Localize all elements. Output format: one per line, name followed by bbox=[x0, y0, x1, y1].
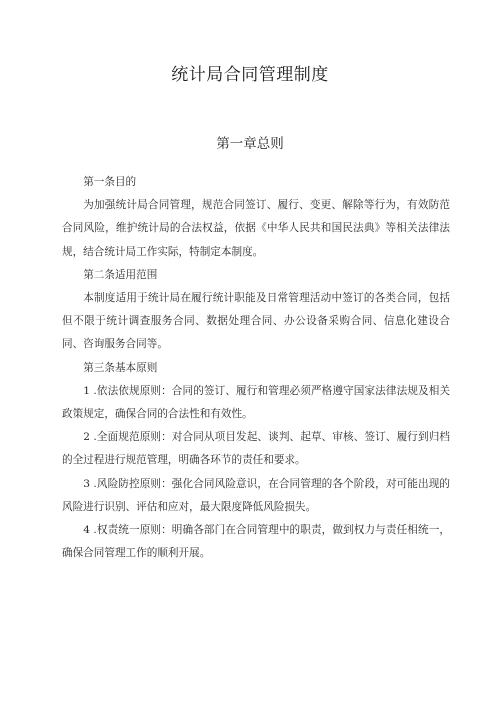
article-heading: 第二条适用范围 bbox=[83, 268, 158, 281]
principle-item: 3 .风险防控原则：强化合同风险意识，在合同管理的各个阶段，对可能出现的风险进行识别、评估和应对，最大限度降低风险损失。 bbox=[62, 477, 450, 513]
document-title: 统计局合同管理制度 bbox=[171, 65, 329, 85]
chapter-title: 第一章总则 bbox=[216, 136, 284, 152]
article-heading: 第三条基本原则 bbox=[83, 361, 158, 374]
article-heading: 第一条目的 bbox=[83, 176, 137, 188]
paragraph: 为加强统计局合同管理，规范合同签订、履行、变更、解除等行为，有效防范合同风险，维护统计局的合法权益，依据《中华人民共和国民法典》等相关法律法规，结合统计局工作实际，特制定本制度。 bbox=[62, 199, 450, 258]
paragraph: 本制度适用于统计局在履行统计职能及日常管理活动中签订的各类合同，包括但不限于统计调查服务合同、数据处理合同、办公设备采购合同、信息化建设合同、咨询服务合同等。 bbox=[62, 292, 450, 351]
principle-item: 2 .全面规范原则：对合同从项目发起、谈判、起草、审核、签订、履行到归档的全过程进行规范管理，明确各环节的责任和要求。 bbox=[62, 431, 450, 467]
document-body bbox=[62, 171, 450, 565]
principle-item: 1 .依法依规原则：合同的签订、履行和管理必须严格遵守国家法律法规及相关政策规定，确保合同的合法性和有效性。 bbox=[62, 384, 450, 421]
principle-item: 4 .权责统一原则：明确各部门在合同管理中的职责，做到权力与责任相统一，确保合同管理工作的顺利开展。 bbox=[62, 524, 450, 560]
